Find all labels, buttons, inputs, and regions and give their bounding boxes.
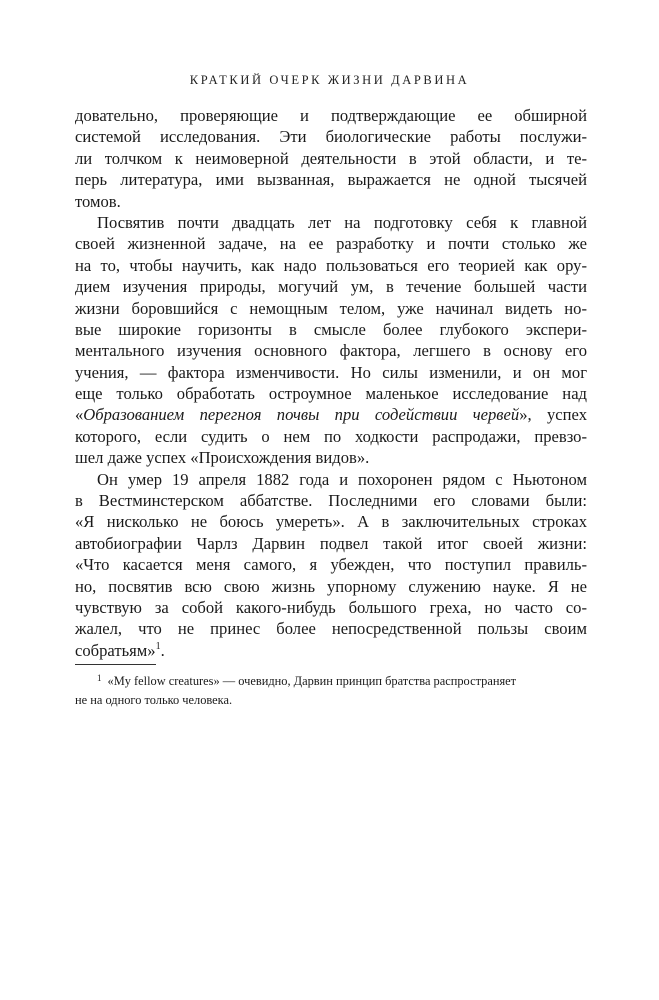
text-line: шел даже успех «Происхождения видов».	[75, 448, 370, 468]
text-line: еще только обработать остроумное маленькое исследование над	[75, 384, 587, 404]
text-line: которого, если судить о нем по ходкости распродажи, превзо-	[75, 426, 587, 446]
book-title-italic: Образованием перегноя почвы при содействии червей	[83, 405, 520, 425]
final-words: собратьям»	[75, 640, 156, 660]
footnote-number: 1	[97, 673, 102, 683]
text-line: довательно, проверяющие и подтверждающие ее обширной	[75, 106, 587, 125]
text-line: в Вестминстерском аббатстве. Последними его словами были:	[75, 491, 587, 511]
text-line: «Я нисколько не боюсь умереть». А в заключительных строках	[75, 512, 587, 532]
text-line-with-italic-title	[75, 404, 587, 425]
text-line: «Что касается меня самого, я убежден, что поступил правиль-	[75, 555, 587, 575]
footnote-reference: 1	[155, 640, 161, 652]
text-line: но, посвятив всю свою жизнь упорному служению науке. Я не	[75, 576, 587, 596]
text-line: жалел, что не принес более непосредственной пользы своим	[75, 619, 587, 639]
text-line: дием изучения природы, могучий ум, в течение большей части	[75, 277, 587, 297]
text-line: системой исследования. Эти биологические работы послужи-	[75, 127, 587, 147]
text-line: жизни боровшийся с немощным телом, уже начинал видеть но-	[75, 298, 587, 318]
main-text	[75, 105, 587, 661]
running-head: КРАТКИЙ ОЧЕРК ЖИЗНИ ДАРВИНА	[189, 73, 470, 87]
text-line: ли толчком к неимоверной деятельности в этой области, и те-	[75, 148, 587, 168]
text-line: Посвятив почти двадцать лет на подготовку себя к главной	[97, 212, 587, 232]
text-line: ментального изучения основного фактора, легшего в основу его	[75, 341, 587, 361]
text-line: своей жизненной задаче, на ее разработку и почти столько же	[75, 234, 587, 254]
text-line: перь литература, ими вызванная, выражается не одной тысячей	[75, 170, 587, 190]
text-line: томов.	[75, 191, 121, 211]
footnote-line: не на одного только человека.	[75, 692, 233, 707]
line-rest: », успех	[519, 405, 587, 425]
text-line: вые широкие горизонты в смысле более глубокого экспери-	[75, 319, 587, 339]
text-line-final: собратьям»$^1$.	[75, 640, 165, 660]
footnote	[75, 672, 587, 709]
footnote-line	[75, 672, 587, 691]
text-line: учения, — фактора изменчивости. Но силы изменили, и он мог	[75, 362, 587, 382]
text-line: на то, чтобы научить, как надо пользоваться его теорией как ору-	[75, 255, 587, 275]
text-line: автобиографии Чарлз Дарвин подвел такой итог своей жизни:	[75, 533, 587, 553]
footnote-text: «My fellow creatures» — очевидно, Дарвин принцип братства распространяет	[107, 674, 517, 688]
text-line: Он умер 19 апреля 1882 года и похоронен рядом с Ньютоном	[97, 469, 587, 489]
text-line: чувствую за собой какого-нибудь большого греха, но часто со-	[75, 597, 587, 617]
open-quote: «	[75, 405, 84, 425]
footnote-divider	[75, 664, 156, 665]
